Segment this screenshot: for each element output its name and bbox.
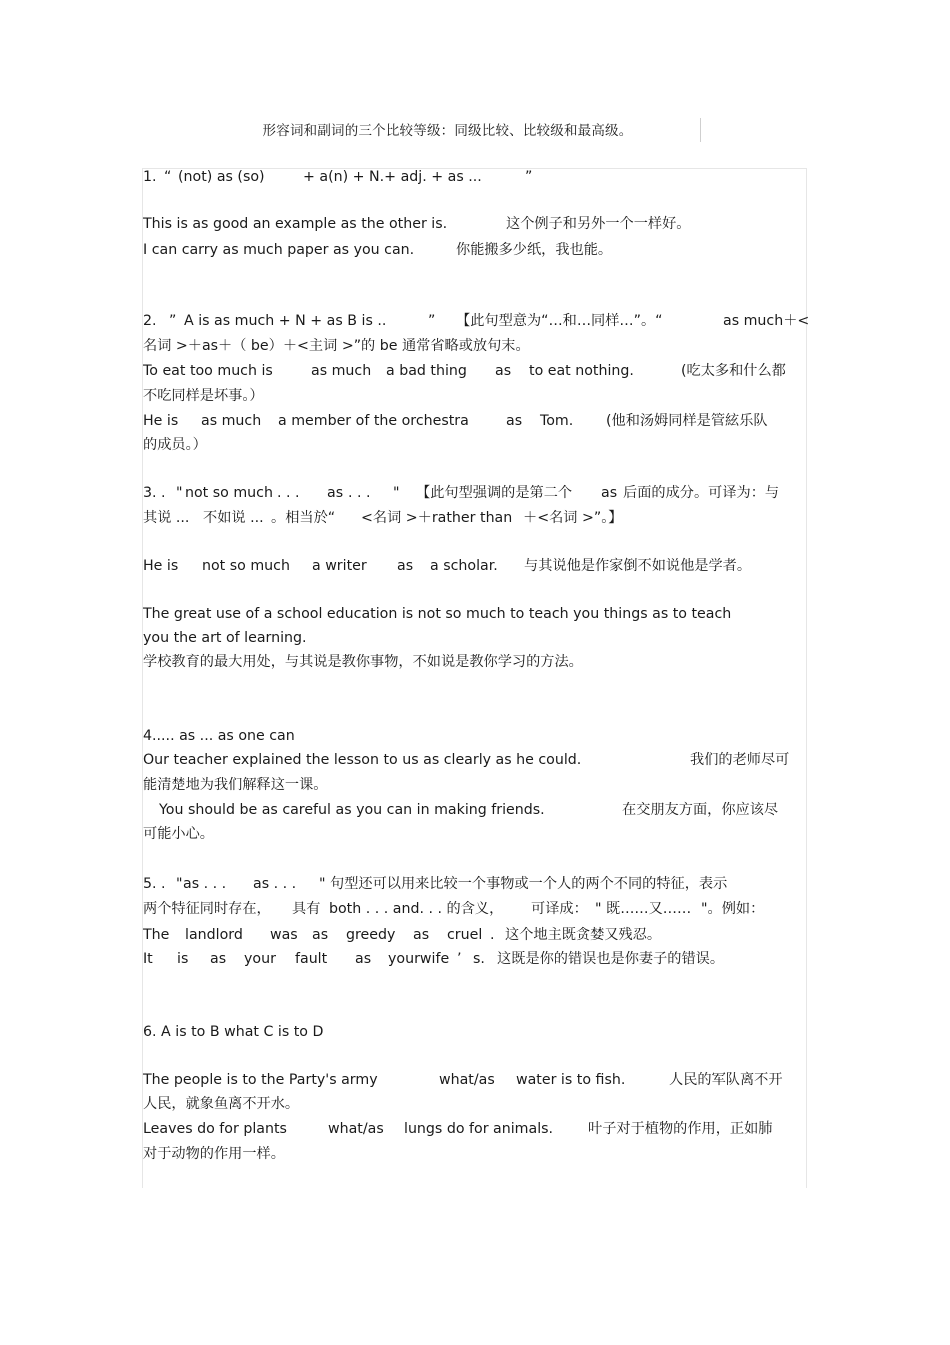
pattern-note: 【此句型强调的是第二个	[416, 485, 573, 501]
example-english: a member of the orchestra	[278, 413, 469, 429]
example-english: Our teacher explained the lesson to us as clearly as he could.	[143, 752, 582, 768]
example-english: a bad thing	[386, 363, 467, 379]
example-english: The	[143, 927, 170, 943]
example-translation: (他和汤姆同样是管絃乐队	[606, 413, 768, 429]
example-translation: 学校教育的最大用处，与其说是教你事物，不如说是教你学习的方法。	[143, 654, 583, 670]
example-english: This is as good an example as the other is.	[143, 216, 448, 232]
example-english: is	[177, 951, 189, 967]
example-english: The great use of a school education is not so much to teach you things as to teach	[143, 606, 732, 622]
example-translation: (吃太多和什么都	[681, 363, 786, 379]
open-quote: "	[176, 485, 183, 501]
example-translation: 不吃同样是坏事。）	[143, 388, 264, 404]
section-number: 5. .	[143, 876, 166, 892]
example-english: He is	[143, 413, 179, 429]
example-english: Leaves do for plants	[143, 1121, 287, 1137]
example-english: as	[312, 927, 329, 943]
example-english: as	[495, 363, 512, 379]
example-translation: 可能小心。	[143, 826, 214, 842]
pattern-text: . . .	[277, 485, 300, 501]
example-translation: 你能搬多少纸，我也能。	[456, 242, 613, 258]
section-number: 3. .	[143, 485, 166, 501]
example-translation: 这个地主既贪婪又残忍。	[505, 927, 662, 943]
close-quote: ”	[428, 313, 436, 329]
pattern-note: 可译成：	[531, 901, 588, 917]
example-translation: 的成员。）	[143, 437, 207, 453]
example-english: landlord	[185, 927, 243, 943]
open-quote: “	[164, 169, 172, 185]
pattern-note: 不如说 ...	[203, 510, 264, 526]
page-title: 形容词和副词的三个比较等级：同级比较、比较级和最高级。	[262, 123, 633, 139]
example-english: The people is to the Party's army	[143, 1072, 378, 1088]
pattern-text: (not) as (so)	[178, 169, 265, 185]
example-english: what/as	[439, 1072, 495, 1088]
example-english: yourwife	[388, 951, 450, 967]
example-english: as	[506, 413, 523, 429]
example-english: you the art of learning.	[143, 630, 307, 646]
pattern-note: 其说 ...	[143, 510, 190, 526]
example-translation: 这个例子和另外一个一样好。	[506, 216, 691, 232]
example-english: a writer	[312, 558, 367, 574]
pattern-text: not so much	[185, 485, 273, 501]
pattern-text: . . .	[348, 485, 371, 501]
pattern-text: 4..... as ... as one can	[143, 728, 295, 744]
open-quote: ”	[169, 313, 177, 329]
pattern-text: as	[327, 485, 344, 501]
title-divider	[700, 118, 701, 142]
example-english: You should be as careful as you can in making friends.	[159, 802, 545, 818]
close-quote: "	[319, 876, 326, 892]
example-english: as	[210, 951, 227, 967]
example-english: lungs do for animals.	[404, 1121, 554, 1137]
example-english: ’	[457, 951, 462, 967]
example-english: not so much	[202, 558, 290, 574]
pattern-note: as much＋<	[723, 313, 810, 329]
section-number: 1.	[143, 169, 157, 185]
section-number: 2.	[143, 313, 157, 329]
example-english: water is to fish.	[516, 1072, 626, 1088]
example-translation: 叶子对于植物的作用，正如肺	[588, 1121, 773, 1137]
example-translation: 我们的老师尽可	[690, 752, 790, 768]
pattern-text: as . . .	[253, 876, 297, 892]
example-english: fault	[295, 951, 328, 967]
example-english: was	[270, 927, 298, 943]
example-english: He is	[143, 558, 179, 574]
example-translation: 在交朋友方面，你应该尽	[622, 802, 779, 818]
pattern-text: as . . .	[183, 876, 227, 892]
close-quote: "	[393, 485, 400, 501]
example-translation: 这既是你的错误也是你妻子的错误。	[497, 951, 725, 967]
pattern-note: "。例如：	[701, 901, 765, 917]
pattern-note: 名词 >＋as＋（ be）＋<主词 >”的 be 通常省略或放句末。	[143, 338, 530, 354]
example-translation: 对于动物的作用一样。	[143, 1146, 285, 1162]
example-english: as much	[201, 413, 262, 429]
example-english: to eat nothing.	[529, 363, 634, 379]
example-english: greedy	[346, 927, 396, 943]
pattern-note: both . . . and. . . 的含义，	[329, 901, 504, 917]
example-english: what/as	[328, 1121, 384, 1137]
example-translation: 人民，就象鱼离不开水。	[143, 1096, 300, 1112]
pattern-note: 后面的成分。可译为：与	[623, 485, 780, 501]
example-english: s.	[473, 951, 485, 967]
example-english: a scholar.	[430, 558, 498, 574]
example-english: as much	[311, 363, 372, 379]
example-english: as	[397, 558, 414, 574]
pattern-note: <名词 >＋rather than	[361, 510, 513, 526]
pattern-note: as	[601, 485, 618, 501]
pattern-note: 句型还可以用来比较一个事物或一个人的两个不同的特征，表示	[330, 876, 728, 892]
close-quote: ”	[525, 169, 533, 185]
pattern-text: A is as much + N + as B is ..	[184, 313, 387, 329]
example-translation: 能清楚地为我们解释这一课。	[143, 777, 328, 793]
example-english: your	[244, 951, 276, 967]
pattern-note: " 既……又……	[595, 901, 692, 917]
pattern-text: 6. A is to B what C is to D	[143, 1024, 324, 1040]
example-english: cruel	[447, 927, 483, 943]
example-english: as	[413, 927, 430, 943]
open-quote: "	[176, 876, 183, 892]
example-english: I can carry as much paper as you can.	[143, 242, 415, 258]
example-english: .	[490, 927, 495, 943]
example-english: To eat too much is	[143, 363, 273, 379]
example-english: Tom.	[540, 413, 574, 429]
example-english: as	[355, 951, 372, 967]
pattern-note: ＋<名词 >”。】	[523, 510, 623, 526]
pattern-note: 具有	[292, 901, 321, 917]
pattern-note: 。相当於“	[271, 510, 336, 526]
pattern-note: 两个特征同时存在，	[143, 901, 271, 917]
example-translation: 与其说他是作家倒不如说他是学者。	[524, 558, 752, 574]
example-english: It	[143, 951, 153, 967]
pattern-note: 【此句型意为“…和…同样…”。“	[456, 313, 663, 329]
pattern-text: + a(n) + N.+ adj. + as ...	[303, 169, 482, 185]
example-translation: 人民的军队离不开	[669, 1072, 783, 1088]
